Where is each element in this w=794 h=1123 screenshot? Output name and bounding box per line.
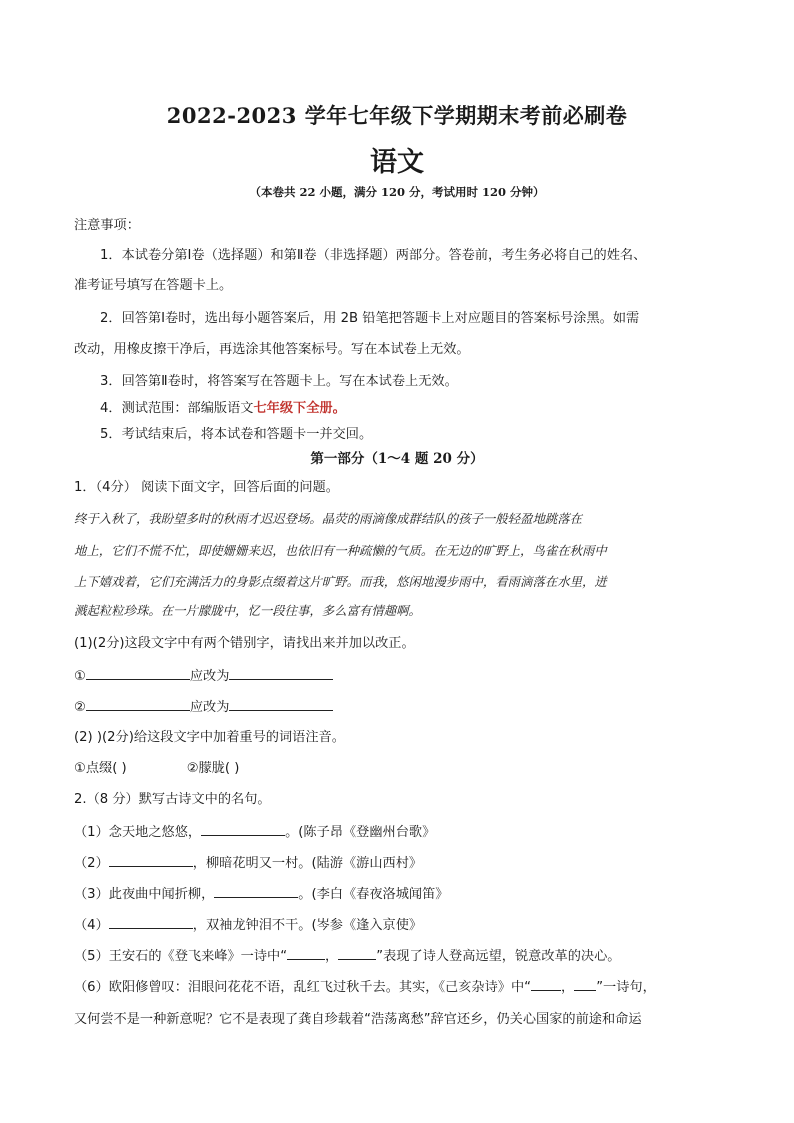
recite-line-7: 又何尝不是一种新意呢？它不是表现了龚自珍载着“浩荡离愁”辞官还乡，仍关心国家的前途和命运 bbox=[74, 1012, 642, 1027]
passage-line-4: 溅起粒粒珍珠。在一片朦胧中，忆一段往事，多么富有情趣啊。 bbox=[74, 603, 421, 618]
answer-blank[interactable] bbox=[338, 945, 376, 960]
exam-scope: （本卷共 22 小题，满分 120 分，考试用时 120 分钟） bbox=[249, 185, 545, 199]
subject-title: 语文 bbox=[370, 147, 424, 178]
change-to-label: 应改为 bbox=[189, 669, 230, 684]
recite-comma: ， bbox=[561, 980, 575, 995]
pinyin-row bbox=[74, 759, 239, 779]
recite-comma: ， bbox=[325, 949, 339, 964]
recite-text: （1）念天地之悠悠， bbox=[74, 825, 202, 840]
question-1-stem: 1．（4分） 阅读下面文字，回答后面的问题。 bbox=[74, 480, 339, 495]
test-range-highlight: 七年级下全册。 bbox=[253, 401, 346, 416]
circle-number-2: ② bbox=[74, 700, 86, 715]
answer-blank[interactable] bbox=[86, 696, 190, 711]
recite-line-5 bbox=[74, 945, 620, 967]
answer-blank[interactable] bbox=[287, 945, 325, 960]
recite-line-3 bbox=[74, 883, 448, 905]
notice-item-2-line-2: 改动，用橡皮擦干净后，再选涂其他答案标号。写在本试卷上无效。 bbox=[74, 342, 470, 357]
section-title: 第一部分（1～4 题 20 分） bbox=[310, 451, 484, 467]
recite-text: （6）欧阳修曾叹：泪眼问花花不语，乱红飞过秋千去。其实，《己亥杂诗》中“ bbox=[74, 980, 531, 995]
circle-number-1: ① bbox=[74, 669, 86, 684]
pinyin-item-2: ②朦胧( ) bbox=[186, 761, 240, 776]
recite-line-6 bbox=[74, 976, 656, 998]
answer-blank[interactable] bbox=[109, 914, 193, 929]
passage-line-3: 上下嬉戏着，它们充满活力的身影点缀着这片旷野。而我，悠闲地漫步雨中，看雨滴落在水里，迸 bbox=[74, 574, 607, 589]
question-1-sub-2: (2) )(2分)给这段文字中加着重号的词语注音。 bbox=[74, 730, 345, 745]
correction-row-2 bbox=[74, 696, 333, 718]
question-1-sub-1: (1)(2分)这段文字中有两个错别字，请找出来并加以改正。 bbox=[74, 636, 415, 651]
change-to-label: 应改为 bbox=[189, 700, 230, 715]
recite-source: 。(陈子昂《登幽州台歌》 bbox=[285, 825, 436, 840]
answer-blank[interactable] bbox=[574, 976, 596, 991]
answer-blank[interactable] bbox=[201, 821, 285, 836]
notice-item-2-line-1: 2．回答第Ⅰ卷时，选出每小题答案后，用 2B 铅笔把答题卡上对应题目的答案标号涂黑。如需 bbox=[100, 311, 640, 326]
recite-text: （3）此夜曲中闻折柳， bbox=[74, 887, 215, 902]
recite-text: （5）王安石的《登飞来峰》一诗中“ bbox=[74, 949, 288, 964]
recite-text: （4） bbox=[74, 918, 109, 933]
recite-line-1 bbox=[74, 821, 435, 843]
notice-item-4-text: 4．测试范围：部编版语文 bbox=[100, 401, 254, 416]
answer-blank[interactable] bbox=[531, 976, 561, 991]
passage-line-2: 地上，它们不慌不忙，即使姗姗来迟，也依旧有一种疏懒的气质。在无边的旷野上，鸟雀在秋雨中 bbox=[74, 543, 607, 558]
exam-title: 2022-2023 学年七年级下学期期末考前必刷卷 bbox=[166, 103, 628, 128]
recite-source: ，双袖龙钟泪不干。(岑参《逢入京使》 bbox=[192, 918, 423, 933]
pinyin-item-1: ①点缀( ) bbox=[74, 761, 127, 776]
question-2-stem: 2.（8 分）默写古诗文中的名句。 bbox=[74, 792, 271, 807]
recite-source: 。(李白《春夜洛城闻笛》 bbox=[298, 887, 449, 902]
notice-item-1-line-1: 1．本试卷分第Ⅰ卷（选择题）和第Ⅱ卷（非选择题）两部分。答卷前，考生务必将自己的姓名、 bbox=[100, 248, 647, 263]
notice-heading: 注意事项： bbox=[74, 218, 140, 233]
answer-blank[interactable] bbox=[214, 883, 298, 898]
notice-item-5: 5．考试结束后，将本试卷和答题卡一并交回。 bbox=[100, 427, 373, 442]
recite-line-2 bbox=[74, 852, 422, 874]
recite-source: ，柳暗花明又一村。(陆游《游山西村》 bbox=[192, 856, 423, 871]
notice-item-4 bbox=[100, 399, 346, 419]
recite-text: ”一诗句， bbox=[596, 980, 656, 995]
correction-row-1 bbox=[74, 665, 333, 687]
notice-item-3: 3．回答第Ⅱ卷时，将答案写在答题卡上。写在本试卷上无效。 bbox=[100, 374, 458, 389]
answer-blank[interactable] bbox=[109, 852, 193, 867]
answer-blank[interactable] bbox=[229, 665, 333, 680]
recite-line-4 bbox=[74, 914, 422, 936]
answer-blank[interactable] bbox=[229, 696, 333, 711]
recite-text: ”表现了诗人登高远望，锐意改革的决心。 bbox=[376, 949, 621, 964]
passage-line-1: 终于入秋了，我盼望多时的秋雨才迟迟登场。晶荧的雨滴像成群结队的孩子一般轻盈地跳落在 bbox=[74, 511, 583, 526]
answer-blank[interactable] bbox=[86, 665, 190, 680]
notice-item-1-line-2: 准考证号填写在答题卡上。 bbox=[74, 278, 233, 293]
recite-text: （2） bbox=[74, 856, 109, 871]
